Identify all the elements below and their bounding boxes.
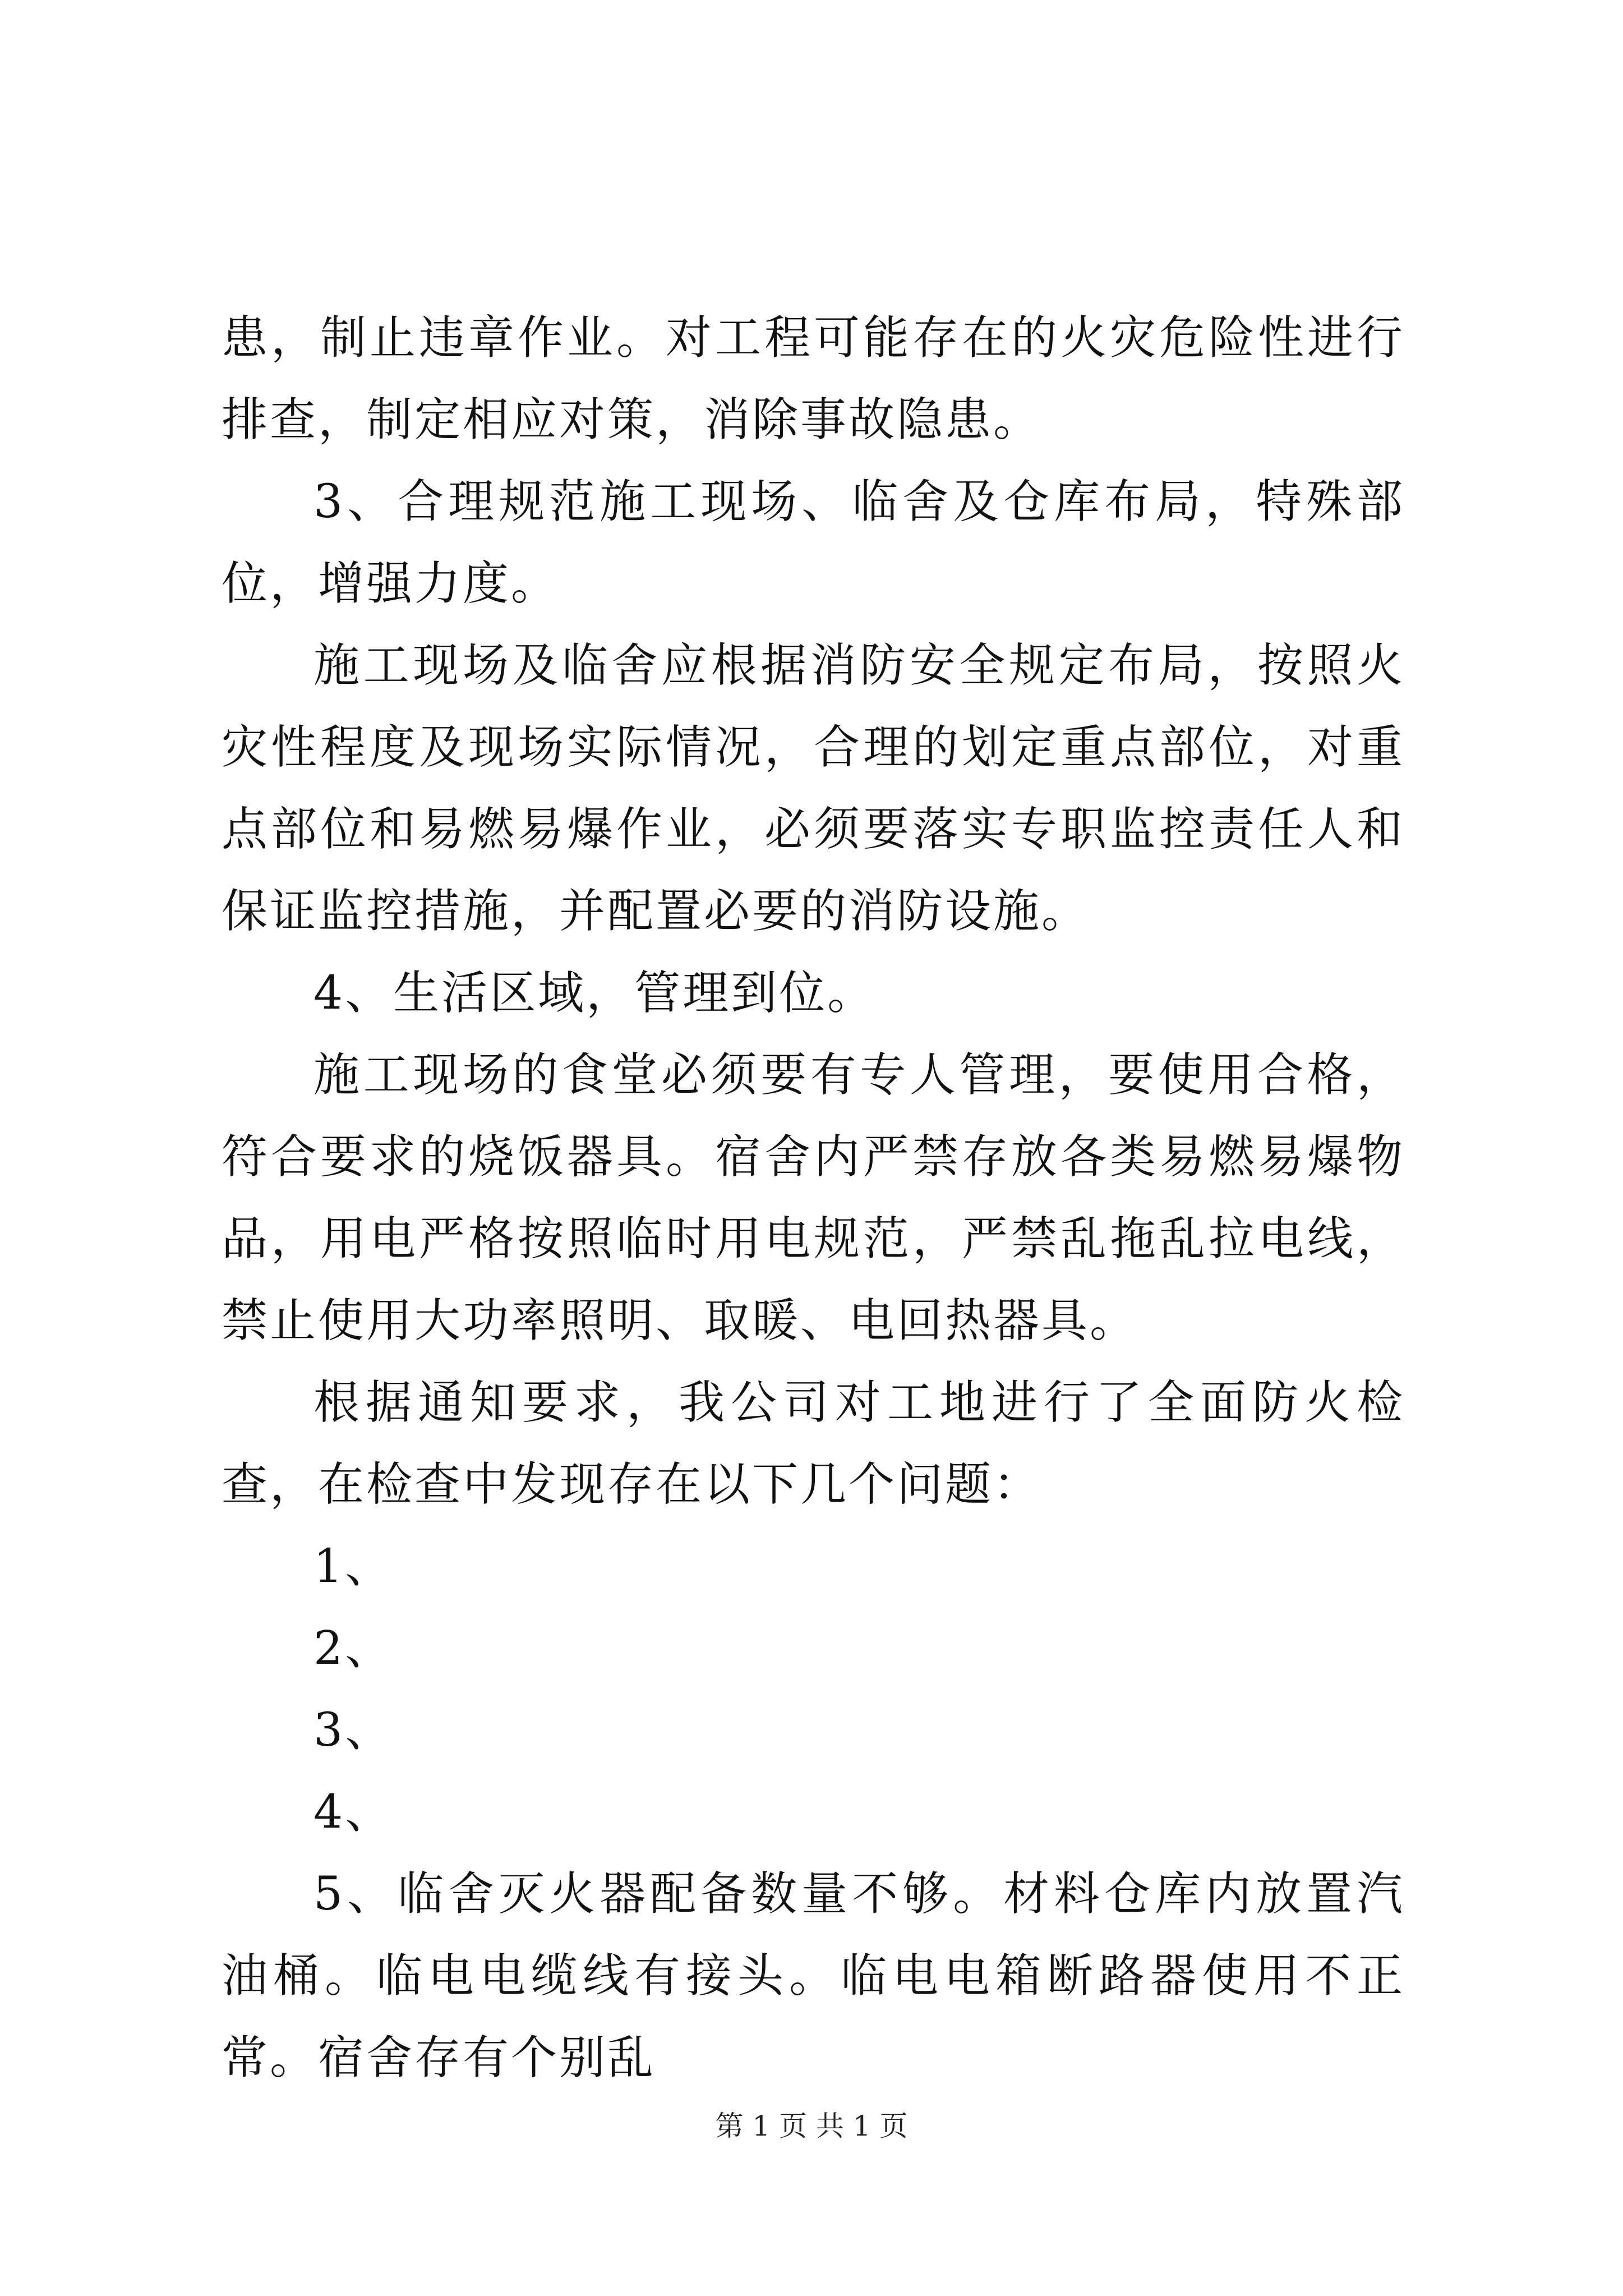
paragraph-3: 施工现场及临舍应根据消防安全规定布局，按照火灾性程度及现场实际情况，合理的划定重点部位，对重点部位和易燃易爆作业，必须要落实专职监控责任人和保证监控措施，并配置必要的消防设施。 bbox=[222, 639, 1405, 938]
document-body bbox=[222, 297, 1405, 2099]
list-item-5: 5、临舍灭火器配备数量不够。材料仓库内放置汽油桶。临电电缆线有接头。临电电箱断路器使用不正常。宿舍存有个别乱 bbox=[222, 1867, 1405, 2085]
paragraph-4: 4、生活区域，管理到位。 bbox=[313, 967, 876, 1020]
paragraph-6: 根据通知要求，我公司对工地进行了全面防火检查，在检查中发现存在以下几个问题： bbox=[222, 1376, 1405, 1511]
list-item-2: 2、 bbox=[313, 1622, 394, 1675]
list-item-3: 3、 bbox=[313, 1704, 394, 1757]
list-item-1: 1、 bbox=[313, 1540, 394, 1593]
list-item-4: 4、 bbox=[313, 1786, 394, 1839]
page-footer: 第 1 页 共 1 页 bbox=[715, 2110, 908, 2142]
paragraph-2: 3、合理规范施工现场、临舍及仓库布局，特殊部位，增强力度。 bbox=[222, 475, 1405, 610]
paragraph-1: 患，制止违章作业。对工程可能存在的火灾危险性进行排查，制定相应对策，消除事故隐患。 bbox=[222, 311, 1405, 447]
paragraph-5: 施工现场的食堂必须要有专人管理，要使用合格，符合要求的烧饭器具。宿舍内严禁存放各类易燃易爆物品，用电严格按照临时用电规范，严禁乱拖乱拉电线，禁止使用大功率照明、取暖、电回热器具。 bbox=[222, 1048, 1405, 1347]
